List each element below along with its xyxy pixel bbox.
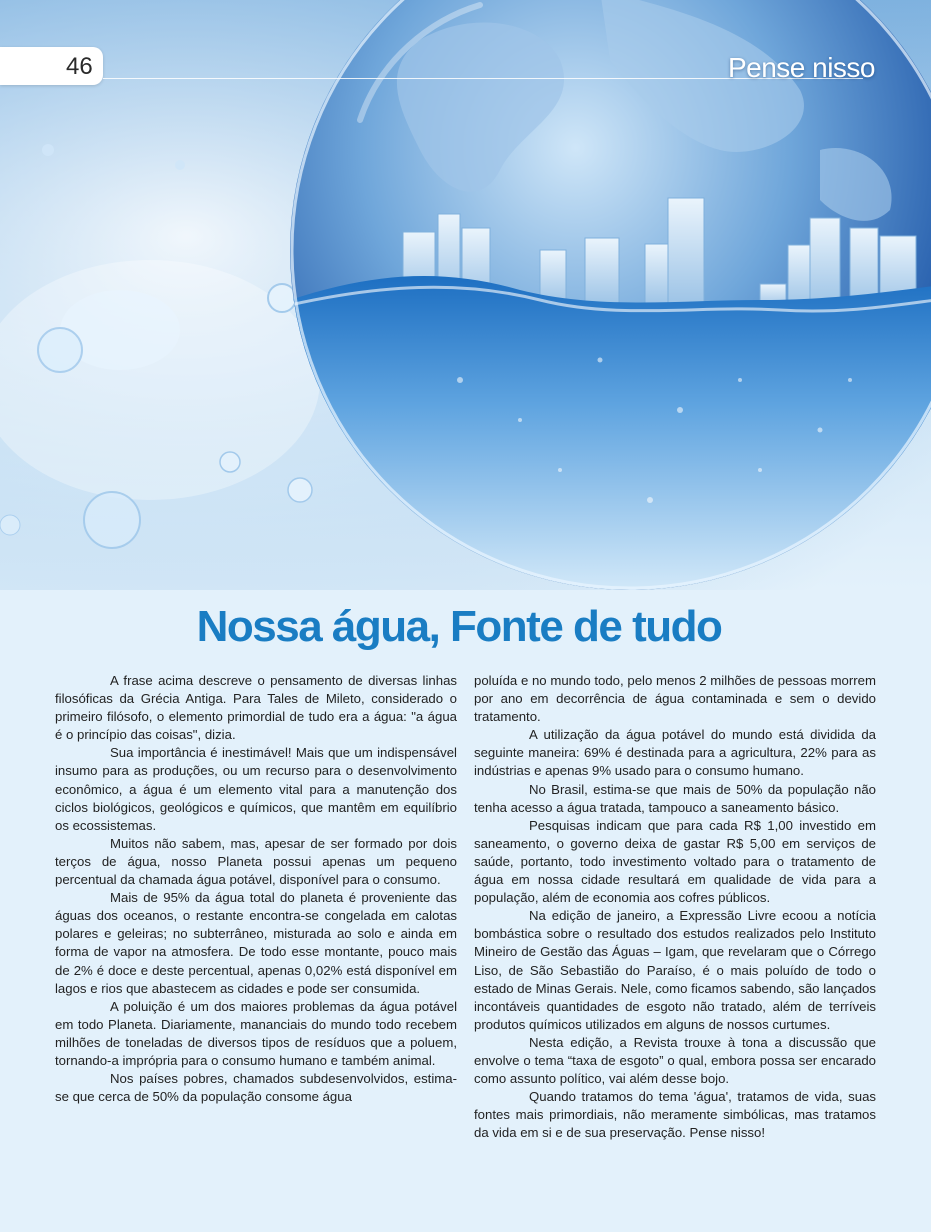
paragraph: A poluição é um dos maiores problemas da água potável em todo Planeta. Diariamente, mananciais do mundo todo recebem milhões de toneladas de diversos tipos de resíduos que a poluem, tornando-a imprópria para o consumo humano e também animal.: [55, 998, 457, 1068]
paragraph: Na edição de janeiro, a Expressão Livre ecoou a notícia bombástica sobre o resultado dos estudos realizados pelo Instituto Mineiro de Gestão das Águas – Igam, que revelaram que o Córrego Liso, de São Sebastião do Paraíso, é o mais poluído de todo o estado de Minas Gerais. Nele, como ficamos sabendo, são lançados incontáveis quantidades de esgoto não tratado, além de terríveis produtos químicos utilizados em alguns de nossos curtumes.: [474, 908, 876, 1032]
paragraph: Muitos não sabem, mas, apesar de ser formado por dois terços de água, nosso Planeta possui apenas um pequeno percentual da chamada água potável, disponível para o consumo.: [55, 835, 457, 888]
article-column-left: [55, 672, 457, 1106]
paragraph: A frase acima descreve o pensamento de diversas linhas filosóficas da Grécia Antiga. Para Tales de Mileto, considerado o primeiro filósofo, o elemento primordial de tudo era a água: "a água é o princípio das coisas", dizia.: [55, 673, 457, 743]
paragraph-continuation: poluída e no mundo todo, pelo menos 2 milhões de pessoas morrem por ano em decorrência de água contaminada e sem o devido tratamento.: [474, 673, 876, 725]
paragraph: Quando tratamos do tema 'água', tratamos de vida, suas fontes mais primordiais, não meramente simbólicas, mas tratamos da vida em si e de sua preservação. Pense nisso!: [474, 1089, 876, 1141]
globe-illustration: [0, 0, 931, 590]
paragraph: Nos países pobres, chamados subdesenvolvidos, estima-se que cerca de 50% da população consome água: [55, 1071, 457, 1105]
paragraph: Mais de 95% da água total do planeta é proveniente das águas dos oceanos, o restante encontra-se congelada em calotas polares e geleiras; no subterrâneo, misturada ao solo e ainda em forma de vapor na atmosfera. De todo esse montante, pouco mais de 2% é doce e deste percentual, apenas 0,02% está disponível em lagos e rios que abastecem as cidades e pode ser consumida.: [55, 890, 457, 996]
paragraph: Nesta edição, a Revista trouxe à tona a discussão que envolve o tema “taxa de esgoto” o qual, embora possa ser encarado como assunto político, vai além desse bojo.: [474, 1034, 876, 1087]
article-column-right: [474, 672, 876, 1142]
article-title: Nossa água, Fonte de tudo: [196, 602, 722, 651]
paragraph: Pesquisas indicam que para cada R$ 1,00 investido em saneamento, o governo deixa de gastar R$ 5,00 em serviços de saúde, portanto, todo investimento voltado para o tratamento de água em nossa cidade resultará em qualidade de vida para a população, além de economia aos cofres públicos.: [474, 817, 876, 906]
paragraph: A utilização da água potável do mundo está dividida da seguinte maneira: 69% é destinada para a agricultura, 22% para as indústrias e apenas 9% usado para o consumo humano.: [474, 727, 876, 779]
paragraph: No Brasil, estima-se que mais de 50% da população não tenha acesso a água tratada, tampouco a saneamento básico.: [474, 781, 876, 815]
paragraph: Sua importância é inestimável! Mais que um indispensável insumo para as produções, ou um recurso para o desenvolvimento econômico, a água é um elemento vital para a manutenção dos ciclos biológicos, geológicos e químicos, que mantêm em equilíbrio os ecossistemas.: [55, 745, 457, 833]
page-number: 46: [66, 53, 93, 80]
section-label: Pense nisso: [727, 52, 875, 83]
hero-image: [0, 0, 931, 590]
